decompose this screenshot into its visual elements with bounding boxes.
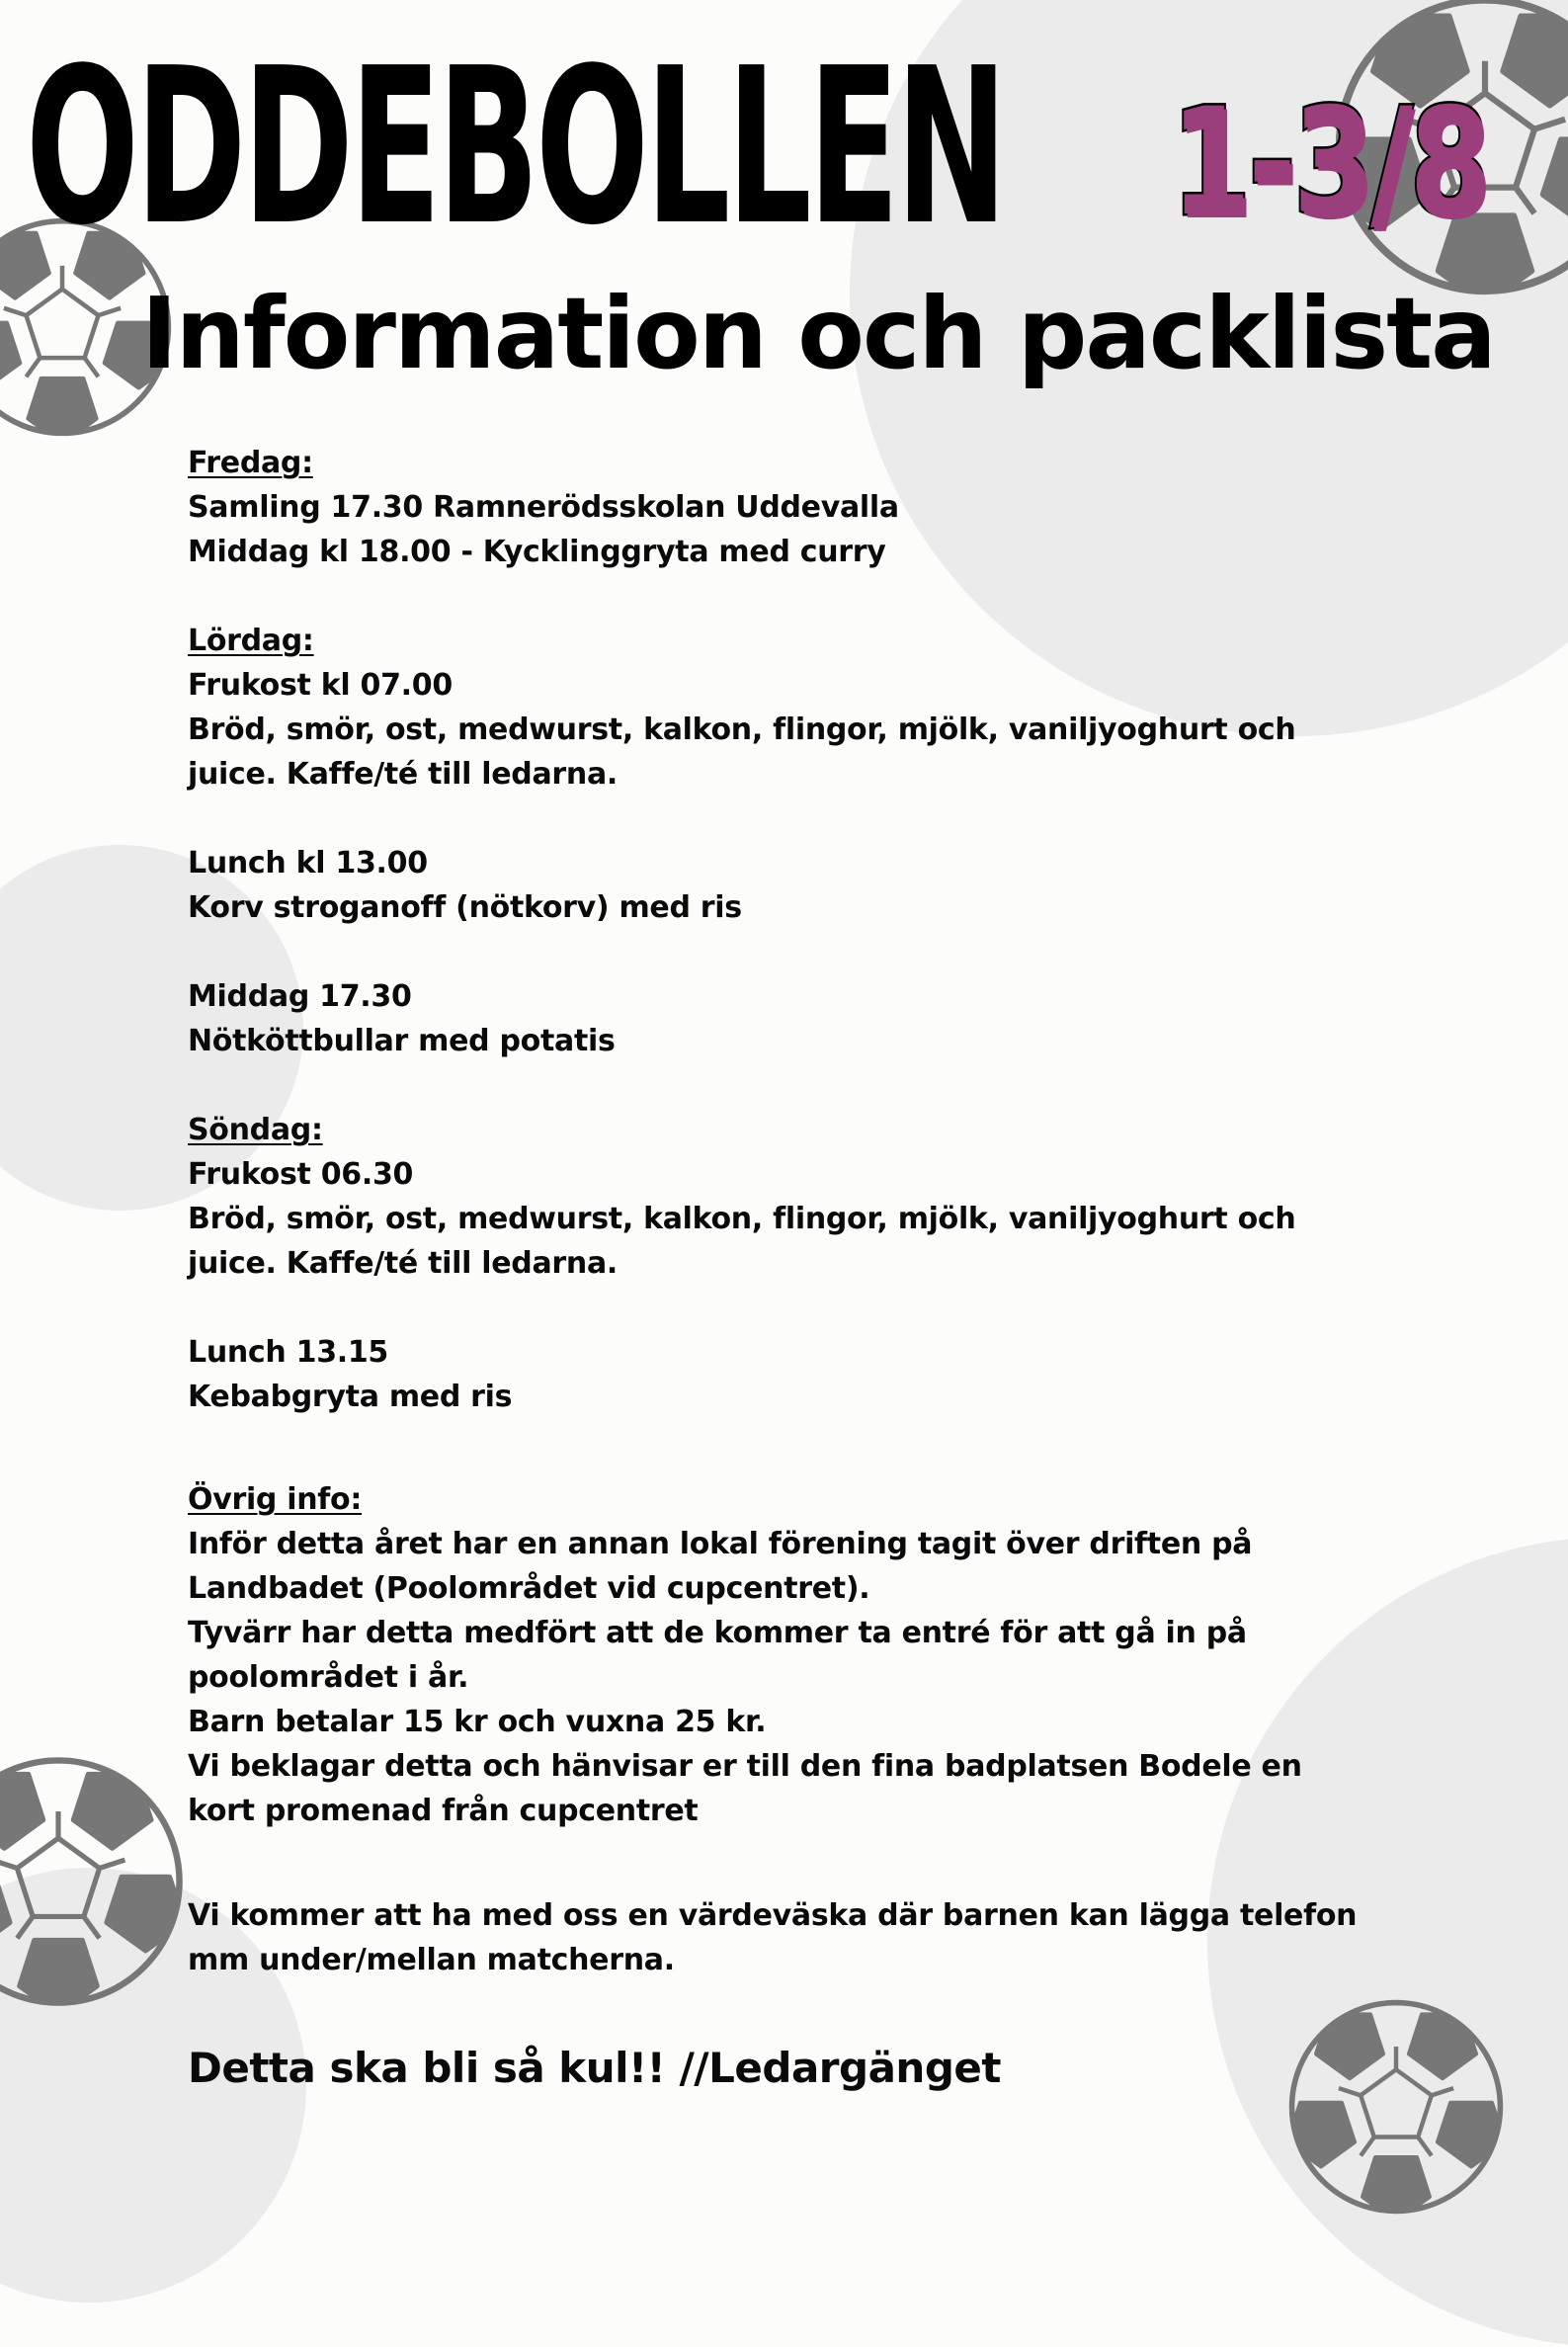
info-line: Inför detta året har en annan lokal förening tagit över driften på: [188, 1527, 1253, 1561]
info-line: Landbadet (Poolområdet vid cupcentret).: [188, 1571, 870, 1606]
friday-section: [188, 441, 1472, 574]
meal-time: Middag 17.30: [188, 979, 412, 1014]
ball-patch: [1543, 139, 1568, 228]
saturday-section: [188, 619, 1472, 1063]
ball-patch: [0, 1775, 43, 1849]
info-line: kort promenad från cupcentret: [188, 1794, 699, 1828]
ball-patch: [1316, 2015, 1383, 2078]
meal-menu: Nötköttbullar med potatis: [188, 1024, 616, 1058]
meal-menu: Bröd, smör, ost, medwurst, kalkon, flingor, mjölk, vaniljyoghurt och: [188, 1202, 1296, 1236]
meal-menu: juice. Kaffe/té till ledarna.: [188, 1246, 619, 1281]
ball-patch: [0, 323, 20, 387]
ball-patch: [73, 1775, 151, 1849]
day-heading-saturday: Lördag:: [188, 624, 314, 658]
sign-off: Detta ska bli så kul!! //Ledargänget: [188, 2044, 1001, 2092]
info-line: mm under/mellan matcherna.: [188, 1943, 675, 1977]
meal-menu: Kebabgryta med ris: [188, 1380, 513, 1414]
info-line: Samling 17.30 Ramnerödsskolan Uddevalla: [188, 490, 899, 525]
meal-time: Frukost 06.30: [188, 1157, 414, 1192]
ball-patch: [0, 1877, 10, 1951]
page-subtitle: Information och packlista: [141, 276, 1495, 391]
event-dates: 1-3/8: [1171, 77, 1487, 249]
info-line: Tyvärr har detta medfört att de kommer ta entré för att gå in på: [188, 1616, 1247, 1650]
info-line: Vi kommer att ha med oss en värdeväska där barnen kan lägga telefon: [188, 1898, 1358, 1933]
info-line: Middag kl 18.00 - Kycklinggryta med curry: [188, 535, 886, 569]
meal-menu: Korv stroganoff (nötkorv) med ris: [188, 890, 742, 925]
meal-time: Frukost kl 07.00: [188, 668, 453, 703]
meal-time: Lunch 13.15: [188, 1335, 389, 1370]
other-info-heading: Övrig info:: [188, 1482, 363, 1517]
other-info-section: [188, 1477, 1472, 1982]
page-title: ODDEBOLLEN: [26, 23, 1005, 273]
soccer-ball-icon: [0, 1754, 186, 2009]
info-line: Vi beklagar detta och hänvisar er till den fina badplatsen Bodele en: [188, 1749, 1302, 1784]
sunday-section: [188, 1108, 1472, 1419]
info-content: [188, 441, 1472, 1982]
ball-patch: [1409, 2015, 1476, 2078]
info-line: Barn betalar 15 kr och vuxna 25 kr.: [188, 1705, 767, 1739]
meal-menu: juice. Kaffe/té till ledarna.: [188, 757, 619, 792]
day-heading-sunday: Söndag:: [188, 1113, 323, 1147]
info-line: poolområdet i år.: [188, 1660, 469, 1695]
ball-center: [17, 1838, 99, 1916]
soccer-ball-icon: [1286, 1997, 1506, 2217]
ball-patch: [1503, 17, 1568, 106]
day-heading-friday: Fredag:: [188, 446, 313, 480]
meal-menu: Bröd, smör, ost, medwurst, kalkon, flingor, mjölk, vaniljyoghurt och: [188, 712, 1296, 747]
meal-time: Lunch kl 13.00: [188, 846, 428, 880]
ball-center: [27, 290, 99, 358]
ball-center: [1361, 2069, 1432, 2137]
